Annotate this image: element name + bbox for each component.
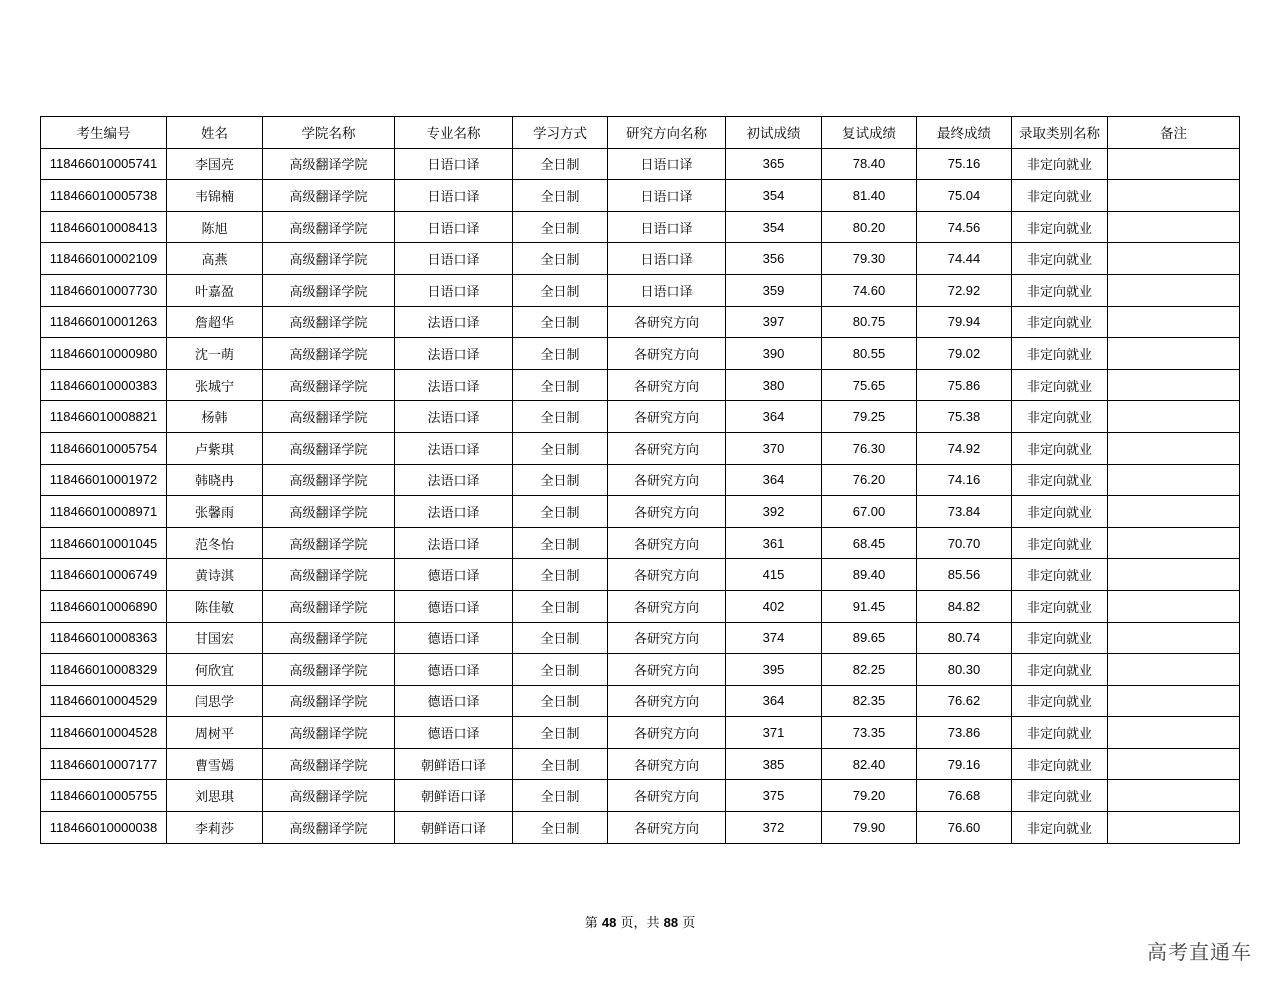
table-cell: 80.30	[917, 654, 1012, 686]
table-cell: 高级翻译学院	[263, 590, 395, 622]
table-row	[41, 306, 1240, 338]
current-page-number: 48	[601, 915, 617, 930]
table-cell: 各研究方向	[608, 812, 726, 844]
table-cell	[1108, 243, 1240, 275]
table-cell: 全日制	[513, 812, 608, 844]
table-cell: 高级翻译学院	[263, 369, 395, 401]
table-cell: 361	[726, 527, 822, 559]
table-cell: 高级翻译学院	[263, 622, 395, 654]
table-row	[41, 274, 1240, 306]
table-cell: 79.94	[917, 306, 1012, 338]
table-body	[41, 148, 1240, 843]
table-cell: 354	[726, 211, 822, 243]
column-header: 考生编号	[41, 117, 167, 149]
table-cell: 德语口译	[395, 717, 513, 749]
table-cell: 118466010001045	[41, 527, 167, 559]
table-cell: 非定向就业	[1012, 654, 1108, 686]
table-cell: 朝鲜语口译	[395, 812, 513, 844]
table-cell: 全日制	[513, 654, 608, 686]
table-cell: 118466010007730	[41, 274, 167, 306]
table-cell: 高级翻译学院	[263, 559, 395, 591]
table-cell: 73.84	[917, 496, 1012, 528]
table-cell: 非定向就业	[1012, 180, 1108, 212]
table-cell: 张馨雨	[167, 496, 263, 528]
table-cell: 各研究方向	[608, 559, 726, 591]
table-cell: 日语口译	[608, 180, 726, 212]
table-cell: 何欣宜	[167, 654, 263, 686]
table-cell: 79.20	[822, 780, 917, 812]
table-cell: 法语口译	[395, 338, 513, 370]
table-cell: 德语口译	[395, 622, 513, 654]
column-header: 姓名	[167, 117, 263, 149]
table-cell: 73.86	[917, 717, 1012, 749]
table-cell: 118466010005738	[41, 180, 167, 212]
table-cell: 高级翻译学院	[263, 464, 395, 496]
table-cell: 390	[726, 338, 822, 370]
table-cell: 非定向就业	[1012, 559, 1108, 591]
table-cell	[1108, 622, 1240, 654]
table-cell: 非定向就业	[1012, 369, 1108, 401]
table-cell: 非定向就业	[1012, 148, 1108, 180]
table-row	[41, 622, 1240, 654]
table-cell: 全日制	[513, 685, 608, 717]
table-cell: 370	[726, 432, 822, 464]
table-row	[41, 527, 1240, 559]
table-cell: 全日制	[513, 338, 608, 370]
table-cell: 81.40	[822, 180, 917, 212]
table-cell: 375	[726, 780, 822, 812]
table-cell: 89.65	[822, 622, 917, 654]
table-cell: 75.86	[917, 369, 1012, 401]
table-cell: 118466010005755	[41, 780, 167, 812]
column-header: 初试成绩	[726, 117, 822, 149]
table-cell: 高级翻译学院	[263, 306, 395, 338]
column-header: 备注	[1108, 117, 1240, 149]
table-cell: 79.90	[822, 812, 917, 844]
table-row	[41, 401, 1240, 433]
table-row	[41, 180, 1240, 212]
table-cell: 118466010002109	[41, 243, 167, 275]
table-cell: 118466010006890	[41, 590, 167, 622]
table-cell: 黄诗淇	[167, 559, 263, 591]
table-cell: 非定向就业	[1012, 306, 1108, 338]
table-cell: 法语口译	[395, 432, 513, 464]
table-cell	[1108, 685, 1240, 717]
table-row	[41, 717, 1240, 749]
table-cell	[1108, 780, 1240, 812]
table-cell: 各研究方向	[608, 717, 726, 749]
table-cell: 闫思学	[167, 685, 263, 717]
table-cell: 德语口译	[395, 654, 513, 686]
table-cell: 高级翻译学院	[263, 654, 395, 686]
table-cell: 118466010008971	[41, 496, 167, 528]
table-cell: 法语口译	[395, 464, 513, 496]
table-cell: 118466010006749	[41, 559, 167, 591]
table-row	[41, 338, 1240, 370]
table-cell: 韦锦楠	[167, 180, 263, 212]
table-cell	[1108, 748, 1240, 780]
table-cell: 各研究方向	[608, 527, 726, 559]
table-cell: 高级翻译学院	[263, 685, 395, 717]
table-cell: 全日制	[513, 274, 608, 306]
table-cell: 各研究方向	[608, 338, 726, 370]
table-cell: 74.16	[917, 464, 1012, 496]
table-cell: 法语口译	[395, 401, 513, 433]
table-cell: 76.20	[822, 464, 917, 496]
table-cell: 82.40	[822, 748, 917, 780]
table-cell: 397	[726, 306, 822, 338]
table-cell: 非定向就业	[1012, 432, 1108, 464]
table-cell	[1108, 527, 1240, 559]
table-cell: 韩晓冉	[167, 464, 263, 496]
table-cell: 各研究方向	[608, 590, 726, 622]
table-cell: 各研究方向	[608, 622, 726, 654]
table-row	[41, 243, 1240, 275]
table-cell	[1108, 590, 1240, 622]
column-header: 录取类别名称	[1012, 117, 1108, 149]
table-cell	[1108, 717, 1240, 749]
column-header: 专业名称	[395, 117, 513, 149]
table-cell: 全日制	[513, 432, 608, 464]
table-cell: 非定向就业	[1012, 496, 1108, 528]
table-cell: 法语口译	[395, 369, 513, 401]
table-row	[41, 211, 1240, 243]
table-cell: 118466010005741	[41, 148, 167, 180]
table-cell: 全日制	[513, 622, 608, 654]
table-cell: 日语口译	[608, 274, 726, 306]
table-cell: 非定向就业	[1012, 717, 1108, 749]
table-cell: 385	[726, 748, 822, 780]
table-cell: 全日制	[513, 780, 608, 812]
table-cell: 364	[726, 685, 822, 717]
table-cell: 380	[726, 369, 822, 401]
table-cell: 364	[726, 464, 822, 496]
table-cell: 68.45	[822, 527, 917, 559]
table-cell: 高级翻译学院	[263, 780, 395, 812]
table-cell: 全日制	[513, 306, 608, 338]
table-cell: 全日制	[513, 369, 608, 401]
table-cell: 80.55	[822, 338, 917, 370]
table-cell: 359	[726, 274, 822, 306]
table-cell: 日语口译	[608, 243, 726, 275]
table-cell: 78.40	[822, 148, 917, 180]
table-cell: 395	[726, 654, 822, 686]
table-cell: 402	[726, 590, 822, 622]
table-cell: 75.65	[822, 369, 917, 401]
table-cell: 74.92	[917, 432, 1012, 464]
table-cell: 朝鲜语口译	[395, 748, 513, 780]
table-cell	[1108, 338, 1240, 370]
column-header: 学院名称	[263, 117, 395, 149]
table-cell: 79.02	[917, 338, 1012, 370]
table-cell: 84.82	[917, 590, 1012, 622]
table-cell	[1108, 432, 1240, 464]
table-cell: 118466010008363	[41, 622, 167, 654]
table-cell: 74.56	[917, 211, 1012, 243]
table-cell: 79.30	[822, 243, 917, 275]
table-cell: 杨韩	[167, 401, 263, 433]
table-cell	[1108, 180, 1240, 212]
column-header: 最终成绩	[917, 117, 1012, 149]
table-cell: 371	[726, 717, 822, 749]
table-row	[41, 559, 1240, 591]
table-cell: 118466010001972	[41, 464, 167, 496]
table-cell: 79.25	[822, 401, 917, 433]
table-cell: 372	[726, 812, 822, 844]
table-cell: 陈佳敏	[167, 590, 263, 622]
table-cell: 80.20	[822, 211, 917, 243]
table-cell: 各研究方向	[608, 654, 726, 686]
table-cell: 374	[726, 622, 822, 654]
table-cell: 高燕	[167, 243, 263, 275]
column-header: 研究方向名称	[608, 117, 726, 149]
page-footer	[0, 912, 1280, 931]
table-cell: 非定向就业	[1012, 401, 1108, 433]
table-row	[41, 654, 1240, 686]
table-cell: 全日制	[513, 243, 608, 275]
table-cell: 79.16	[917, 748, 1012, 780]
table-cell: 全日制	[513, 211, 608, 243]
table-row	[41, 369, 1240, 401]
table-cell: 非定向就业	[1012, 274, 1108, 306]
table-cell: 高级翻译学院	[263, 211, 395, 243]
table-cell: 叶嘉盈	[167, 274, 263, 306]
table-cell: 392	[726, 496, 822, 528]
table-cell: 日语口译	[608, 211, 726, 243]
table-cell: 各研究方向	[608, 780, 726, 812]
table-cell	[1108, 654, 1240, 686]
table-cell: 75.16	[917, 148, 1012, 180]
table-cell: 74.44	[917, 243, 1012, 275]
table-cell: 118466010008821	[41, 401, 167, 433]
table-cell: 118466010004528	[41, 717, 167, 749]
table-cell	[1108, 464, 1240, 496]
table-cell: 非定向就业	[1012, 622, 1108, 654]
footer-suffix: 页	[682, 916, 696, 931]
table-cell: 日语口译	[608, 148, 726, 180]
table-row	[41, 812, 1240, 844]
table-cell: 德语口译	[395, 590, 513, 622]
table-cell: 118466010008413	[41, 211, 167, 243]
table-cell: 詹超华	[167, 306, 263, 338]
table-cell: 76.62	[917, 685, 1012, 717]
column-header: 复试成绩	[822, 117, 917, 149]
table-cell: 非定向就业	[1012, 590, 1108, 622]
table-cell: 74.60	[822, 274, 917, 306]
table-cell: 75.38	[917, 401, 1012, 433]
table-cell: 各研究方向	[608, 464, 726, 496]
table-cell: 刘思琪	[167, 780, 263, 812]
table-cell: 118466010007177	[41, 748, 167, 780]
table-cell: 高级翻译学院	[263, 243, 395, 275]
table-cell: 非定向就业	[1012, 338, 1108, 370]
table-cell	[1108, 211, 1240, 243]
table-cell: 李莉莎	[167, 812, 263, 844]
table-cell: 卢紫琪	[167, 432, 263, 464]
column-header: 学习方式	[513, 117, 608, 149]
table-row	[41, 432, 1240, 464]
table-cell: 73.35	[822, 717, 917, 749]
table-cell: 各研究方向	[608, 306, 726, 338]
table-cell: 75.04	[917, 180, 1012, 212]
table-cell: 张城宁	[167, 369, 263, 401]
footer-prefix: 第	[584, 916, 598, 931]
table-cell	[1108, 496, 1240, 528]
table-cell: 非定向就业	[1012, 780, 1108, 812]
table-cell: 118466010000980	[41, 338, 167, 370]
table-cell: 354	[726, 180, 822, 212]
table-cell: 82.25	[822, 654, 917, 686]
table-cell: 76.60	[917, 812, 1012, 844]
table-cell: 法语口译	[395, 527, 513, 559]
table-cell: 朝鲜语口译	[395, 780, 513, 812]
table-cell: 高级翻译学院	[263, 180, 395, 212]
table-cell: 全日制	[513, 590, 608, 622]
table-cell: 全日制	[513, 148, 608, 180]
table-row	[41, 148, 1240, 180]
table-cell: 全日制	[513, 496, 608, 528]
table-row	[41, 464, 1240, 496]
table-cell: 356	[726, 243, 822, 275]
table-cell: 周树平	[167, 717, 263, 749]
table-cell	[1108, 274, 1240, 306]
watermark-text: 高考直通车	[1147, 940, 1252, 964]
table-cell: 118466010005754	[41, 432, 167, 464]
table-cell: 全日制	[513, 527, 608, 559]
table-cell: 日语口译	[395, 211, 513, 243]
table-cell: 91.45	[822, 590, 917, 622]
table-cell: 法语口译	[395, 496, 513, 528]
table-cell: 76.68	[917, 780, 1012, 812]
table-cell: 高级翻译学院	[263, 274, 395, 306]
table-cell	[1108, 812, 1240, 844]
table-cell: 415	[726, 559, 822, 591]
table-cell: 各研究方向	[608, 369, 726, 401]
table-cell: 非定向就业	[1012, 748, 1108, 780]
table-cell: 全日制	[513, 464, 608, 496]
table-cell: 118466010001263	[41, 306, 167, 338]
table-row	[41, 780, 1240, 812]
table-cell: 非定向就业	[1012, 812, 1108, 844]
table-cell: 高级翻译学院	[263, 717, 395, 749]
table-cell: 高级翻译学院	[263, 748, 395, 780]
table-cell: 89.40	[822, 559, 917, 591]
table-cell: 高级翻译学院	[263, 148, 395, 180]
table-cell: 高级翻译学院	[263, 338, 395, 370]
table-cell: 各研究方向	[608, 748, 726, 780]
table-cell	[1108, 559, 1240, 591]
table-cell: 日语口译	[395, 243, 513, 275]
table-cell: 高级翻译学院	[263, 401, 395, 433]
table-cell: 各研究方向	[608, 401, 726, 433]
table-cell	[1108, 306, 1240, 338]
table-row	[41, 685, 1240, 717]
table-cell: 85.56	[917, 559, 1012, 591]
table-cell: 日语口译	[395, 274, 513, 306]
table-cell: 法语口译	[395, 306, 513, 338]
table-cell: 非定向就业	[1012, 527, 1108, 559]
table-cell: 李国亮	[167, 148, 263, 180]
total-page-number: 88	[663, 915, 679, 930]
table-cell: 118466010004529	[41, 685, 167, 717]
table-cell: 曹雪嫣	[167, 748, 263, 780]
table-row	[41, 590, 1240, 622]
table-cell: 德语口译	[395, 559, 513, 591]
table-cell: 76.30	[822, 432, 917, 464]
table-cell: 80.75	[822, 306, 917, 338]
table-cell: 364	[726, 401, 822, 433]
table-cell: 全日制	[513, 180, 608, 212]
table-cell: 日语口译	[395, 180, 513, 212]
table-cell: 118466010000383	[41, 369, 167, 401]
table-cell: 82.35	[822, 685, 917, 717]
table-cell: 全日制	[513, 717, 608, 749]
table-cell: 各研究方向	[608, 432, 726, 464]
table-cell: 80.74	[917, 622, 1012, 654]
table-cell: 118466010000038	[41, 812, 167, 844]
table-cell: 各研究方向	[608, 685, 726, 717]
footer-middle: 页，共	[620, 916, 660, 931]
table-row	[41, 748, 1240, 780]
table-cell: 全日制	[513, 401, 608, 433]
table-cell: 非定向就业	[1012, 243, 1108, 275]
table-header-row	[41, 117, 1240, 149]
table-cell: 各研究方向	[608, 496, 726, 528]
table-cell: 67.00	[822, 496, 917, 528]
admission-table	[40, 116, 1240, 844]
table-cell: 非定向就业	[1012, 464, 1108, 496]
table-cell: 德语口译	[395, 685, 513, 717]
table-cell: 高级翻译学院	[263, 496, 395, 528]
table-cell: 高级翻译学院	[263, 527, 395, 559]
table-cell: 高级翻译学院	[263, 812, 395, 844]
table-cell: 范冬怡	[167, 527, 263, 559]
table-cell: 全日制	[513, 748, 608, 780]
table-cell: 118466010008329	[41, 654, 167, 686]
table-cell	[1108, 369, 1240, 401]
table-cell: 非定向就业	[1012, 685, 1108, 717]
table-cell: 陈旭	[167, 211, 263, 243]
table-cell: 非定向就业	[1012, 211, 1108, 243]
table-cell: 高级翻译学院	[263, 432, 395, 464]
table-cell	[1108, 148, 1240, 180]
table-cell	[1108, 401, 1240, 433]
table-cell: 全日制	[513, 559, 608, 591]
table-row	[41, 496, 1240, 528]
table-cell: 70.70	[917, 527, 1012, 559]
table-cell: 日语口译	[395, 148, 513, 180]
table-cell: 甘国宏	[167, 622, 263, 654]
table-cell: 365	[726, 148, 822, 180]
table-cell: 72.92	[917, 274, 1012, 306]
table-cell: 沈一萌	[167, 338, 263, 370]
